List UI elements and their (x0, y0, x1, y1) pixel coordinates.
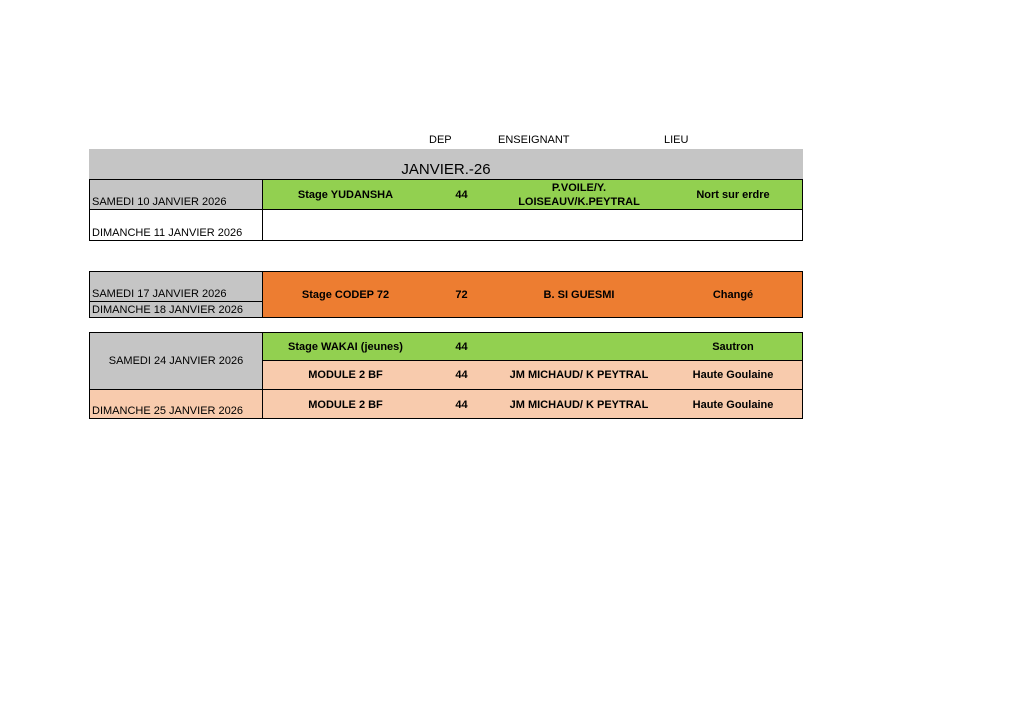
dep-cell: 44 (455, 188, 468, 201)
enseignant-cell: P.VOILE/Y. LOISEAUV/K.PEYTRAL (518, 181, 640, 208)
enseignant-cell: JM MICHAUD/ K PEYTRAL (509, 399, 649, 411)
enseignant-cell (495, 333, 663, 360)
header-lieu: LIEU (664, 134, 689, 146)
dep-cell: 44 (455, 369, 468, 381)
activity-cell: Stage YUDANSHA (297, 188, 394, 201)
dep-cell: 44 (455, 340, 468, 353)
event-row (263, 332, 803, 361)
lieu-cell: Nort sur erdre (696, 188, 770, 201)
month-title: JANVIER.-26 (401, 161, 491, 178)
empty-row (263, 209, 803, 241)
date-cell: SAMEDI 24 JANVIER 2026 (89, 332, 263, 390)
date-cell: DIMANCHE 11 JANVIER 2026 (89, 209, 263, 241)
header-dep: DEP (429, 134, 452, 146)
date-cell: SAMEDI 17 JANVIER 2026 (89, 271, 263, 302)
event-row (263, 389, 803, 419)
month-title-band (89, 149, 803, 179)
lieu-cell: Haute Goulaine (692, 399, 774, 411)
header-enseignant: ENSEIGNANT (498, 134, 570, 146)
activity-cell: MODULE 2 BF (308, 369, 383, 381)
dep-cell: 44 (455, 399, 468, 411)
date-cell: SAMEDI 10 JANVIER 2026 (89, 179, 263, 210)
activity-cell: Stage CODEP 72 (301, 288, 390, 301)
lieu-cell: Sautron (712, 340, 754, 353)
event-row (263, 360, 803, 390)
enseignant-cell: B. SI GUESMI (543, 288, 615, 301)
event-row (263, 271, 803, 318)
lieu-cell: Changé (712, 288, 754, 301)
activity-cell: MODULE 2 BF (308, 399, 383, 411)
lieu-cell: Haute Goulaine (692, 369, 774, 381)
enseignant-cell: JM MICHAUD/ K PEYTRAL (509, 369, 649, 381)
date-cell: DIMANCHE 18 JANVIER 2026 (89, 301, 263, 318)
event-row (263, 179, 803, 210)
date-cell: DIMANCHE 25 JANVIER 2026 (89, 389, 263, 419)
dep-cell: 72 (455, 288, 468, 301)
activity-cell: Stage WAKAI (jeunes) (288, 340, 403, 353)
